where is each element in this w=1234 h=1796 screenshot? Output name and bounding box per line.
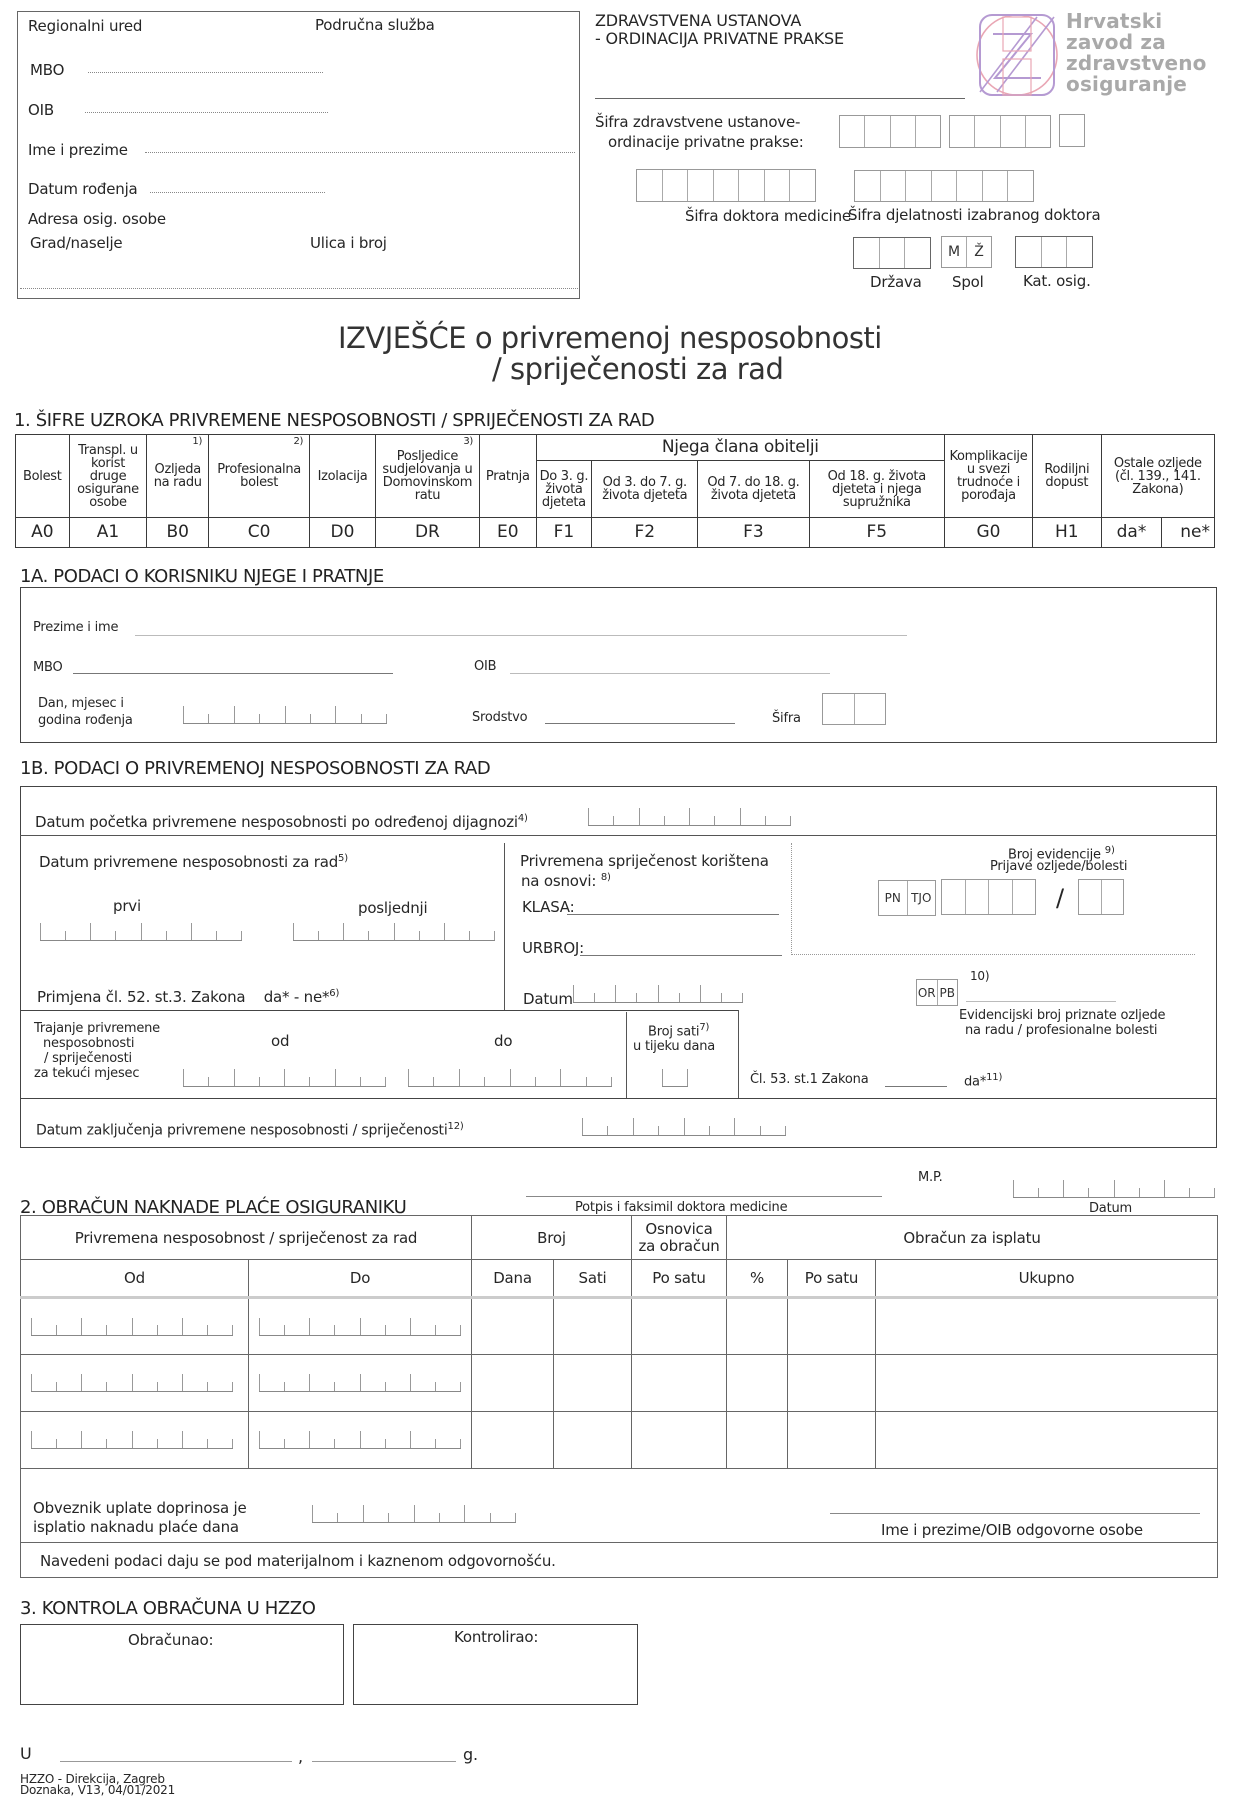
care-oib-field[interactable]	[510, 673, 830, 674]
row-2-do[interactable]	[249, 1355, 472, 1412]
col-profesionalna	[209, 435, 310, 518]
col-sati: Sati	[554, 1260, 632, 1298]
note-2: 2)	[293, 436, 304, 447]
col-bolest: Bolest	[16, 435, 70, 518]
used-basis-label-2	[521, 872, 611, 890]
row-2-po-satu[interactable]	[788, 1355, 876, 1412]
art53-field[interactable]	[885, 1086, 947, 1087]
date-field[interactable]	[312, 1761, 456, 1762]
row-2-sati[interactable]	[554, 1355, 632, 1412]
col-transpl: Transpl. u korist druge osigurane osobe	[69, 435, 147, 518]
end-date-label	[36, 1121, 464, 1139]
regional-office-label: Regionalni ured	[28, 17, 143, 35]
hzzo-logo	[975, 12, 1059, 98]
col-f2: Od 3. do 7. g. života djeteta	[592, 461, 698, 518]
record-number-cells-b[interactable]	[1078, 879, 1124, 915]
code-g0[interactable]: G0	[944, 518, 1032, 548]
institution-code-cell-c[interactable]	[1059, 114, 1085, 147]
care-mbo-field[interactable]	[73, 673, 393, 674]
note-11: 11)	[986, 1072, 1003, 1083]
care-birth-label-2: godina rođenja	[38, 713, 133, 728]
col-ukupno: Ukupno	[876, 1260, 1218, 1298]
code-f3[interactable]: F3	[698, 518, 809, 548]
last-label: posljednji	[358, 899, 428, 917]
tjo-option[interactable]: TJO	[907, 881, 936, 915]
code-other-no[interactable]: ne*	[1162, 518, 1215, 548]
start-date-row-divider	[20, 835, 1217, 836]
col-profesionalna-label: Profesionalna bolest	[217, 462, 301, 490]
section-2-heading: 2. OBRAČUN NAKNADE PLAĆE OSIGURANIKU	[20, 1197, 407, 1218]
form-title-line-1: IZVJEŠĆE o privremenoj nesposobnosti	[338, 321, 882, 355]
col-postotak: %	[727, 1260, 788, 1298]
paid-label-1: Obveznik uplate doprinosa je	[33, 1499, 247, 1517]
art53-label: Čl. 53. st.1 Zakona	[750, 1072, 869, 1087]
note-7: 7)	[699, 1022, 710, 1033]
duration-to-comb[interactable]	[408, 1069, 612, 1087]
row-2-ukupno[interactable]	[876, 1355, 1218, 1412]
calculated-by-label: Obračunao:	[128, 1631, 214, 1649]
address-label: Adresa osig. osobe	[28, 210, 166, 228]
col-dana: Dana	[472, 1260, 554, 1298]
form-title-line-2: / spriječenosti za rad	[492, 352, 784, 386]
row-1-dana[interactable]	[472, 1298, 554, 1355]
signature-date-label: Datum	[1089, 1201, 1132, 1216]
code-f5[interactable]: F5	[809, 518, 944, 548]
incap-date-label	[39, 853, 348, 871]
first-date-comb[interactable]	[40, 923, 242, 941]
activity-code-label: Šifra djelatnosti izabranog doktora	[848, 206, 1101, 224]
sex-label: Spol	[952, 273, 984, 291]
code-e0[interactable]: E0	[479, 518, 536, 548]
hours-text: Broj sati	[648, 1024, 700, 1040]
row-3-sati[interactable]	[554, 1412, 632, 1469]
section-1b-box	[20, 786, 1217, 1148]
klasa-label: KLASA:	[522, 898, 575, 916]
row-1-od[interactable]	[21, 1298, 249, 1355]
note-1: 1)	[192, 436, 203, 447]
col-od: Od	[21, 1260, 249, 1298]
row-1-po-satu[interactable]	[788, 1298, 876, 1355]
art52-choice[interactable]: da* - ne*	[263, 988, 330, 1006]
note-8: 8)	[600, 872, 611, 883]
care-relation-field[interactable]	[545, 723, 735, 724]
duration-from-label: od	[271, 1032, 290, 1050]
used-basis-text: na osnovi:	[521, 872, 597, 890]
cause-codes-table	[15, 434, 1215, 548]
city-label: Grad/naselje	[30, 234, 123, 252]
issuer-text: HZZO - Direkcija, Zagreb	[20, 1772, 165, 1786]
col-f1: Do 3. g. života djeteta	[536, 461, 592, 518]
address-field[interactable]	[20, 288, 578, 289]
col-f5: Od 18. g. života djeteta i njega supružnika	[809, 461, 944, 518]
institution-heading-1: ZDRAVSTVENA USTANOVA	[595, 11, 802, 30]
mbo-label: MBO	[30, 61, 65, 79]
col-rodiljni: Rodiljni dopust	[1032, 435, 1101, 518]
responsible-person-line[interactable]	[830, 1513, 1200, 1514]
code-h1[interactable]: H1	[1032, 518, 1101, 548]
code-b0[interactable]: B0	[147, 518, 209, 548]
branch-office-label: Područna služba	[315, 16, 435, 34]
paid-date-comb[interactable]	[312, 1505, 516, 1523]
code-a1[interactable]: A1	[69, 518, 147, 548]
or-pb-cells[interactable]	[916, 979, 958, 1006]
care-name-label: Prezime i ime	[33, 620, 119, 635]
record-number-cells-a[interactable]	[941, 879, 1036, 915]
country-cells[interactable]	[853, 237, 931, 269]
row-3-od[interactable]	[21, 1412, 249, 1469]
duration-to-label: do	[494, 1032, 513, 1050]
duration-label-4: za tekući mjesec	[34, 1066, 140, 1081]
row-1-osnovica[interactable]	[632, 1298, 727, 1355]
institution-heading-2: - ORDINACIJA PRIVATNE PRAKSE	[595, 29, 844, 48]
row-1-do[interactable]	[249, 1298, 472, 1355]
left-column-divider	[504, 843, 505, 1010]
hours-divider-left	[626, 1012, 627, 1098]
note-6: 6)	[329, 988, 340, 999]
care-code-cells[interactable]	[822, 693, 886, 725]
start-date-comb[interactable]	[588, 808, 791, 826]
activity-code-cells[interactable]	[854, 170, 1034, 202]
duration-label-3: / spriječenosti	[44, 1051, 132, 1066]
col-ostale-ozljede: Ostale ozljede (čl. 139., 141. Zakona)	[1101, 435, 1214, 518]
institution-code-label-2: ordinacije privatne prakse:	[608, 133, 804, 151]
row-3-osnovica[interactable]	[632, 1412, 727, 1469]
urbroj-field[interactable]	[580, 955, 782, 956]
klasa-field[interactable]	[567, 914, 779, 915]
urbroj-label: URBROJ:	[522, 939, 584, 957]
code-c0[interactable]: C0	[209, 518, 310, 548]
logo-text-3: zdravstveno	[1066, 51, 1207, 75]
name-field[interactable]	[145, 152, 575, 153]
row-3-dana[interactable]	[472, 1412, 554, 1469]
name-label: Ime i prezime	[28, 141, 128, 159]
col-group-family-care: Njega člana obitelji	[536, 435, 944, 461]
pn-tjo-cells[interactable]	[878, 880, 936, 916]
paid-label-2: isplatio naknadu plaće dana	[33, 1518, 239, 1536]
hours-comb[interactable]	[662, 1069, 688, 1087]
street-label: Ulica i broj	[310, 234, 387, 252]
doctor-code-label: Šifra doktora medicine	[685, 207, 851, 225]
institution-code-label-1: Šifra zdravstvene ustanove-	[595, 113, 801, 131]
note-12: 12)	[447, 1121, 464, 1132]
liability-notice: Navedeni podaci daju se pod materijalnom i kaznenom odgovornošću.	[40, 1552, 556, 1570]
duration-row-top	[20, 1010, 739, 1011]
col-osnovica-po-satu: Po satu	[632, 1260, 727, 1298]
row-2-od[interactable]	[21, 1355, 249, 1412]
hours-label-2: u tijeku dana	[633, 1039, 716, 1054]
care-mbo-label: MBO	[33, 660, 63, 675]
note-3: 3)	[463, 436, 473, 447]
art52-label	[37, 988, 339, 1006]
note-5: 5)	[338, 853, 348, 864]
code-d0[interactable]: D0	[310, 518, 376, 548]
basis-date-comb[interactable]	[573, 985, 743, 1003]
oib-field[interactable]	[85, 112, 328, 113]
col-domovinski-label: Posljedice sudjelovanja u Domovinskom ratu	[382, 449, 473, 503]
col-ozljeda-label: Ozljeda na radu	[153, 462, 202, 490]
record-number-text: Broj evidencije	[1008, 847, 1101, 863]
signature-date-comb[interactable]	[1013, 1180, 1215, 1198]
place-prefix: U	[20, 1744, 32, 1763]
birth-date-field[interactable]	[150, 192, 325, 193]
code-a0[interactable]: A0	[16, 518, 70, 548]
note-4: 4)	[517, 813, 528, 824]
code-f1[interactable]: F1	[536, 518, 592, 548]
col-f3: Od 7. do 18. g. života djeteta	[698, 461, 809, 518]
col-komplikacije: Komplikacije u svezi trudnoće i porođaja	[944, 435, 1032, 518]
row-3-po-satu[interactable]	[788, 1412, 876, 1469]
code-other-yes[interactable]: da*	[1101, 518, 1162, 548]
injury-record-field[interactable]	[966, 1001, 1116, 1002]
logo-text-4: osiguranje	[1066, 72, 1188, 96]
insurance-category-label: Kat. osig.	[1023, 272, 1091, 290]
record-number-slash: /	[1056, 884, 1064, 912]
row-2-dana[interactable]	[472, 1355, 554, 1412]
section-1-heading: 1. ŠIFRE UZROKA PRIVREMENE NESPOSOBNOSTI / SPRIJEČENOSTI ZA RAD	[14, 410, 655, 431]
art53-choice-text[interactable]: da*	[964, 1074, 987, 1090]
doctor-code-cells[interactable]	[636, 169, 816, 202]
section-1b-heading: 1B. PODACI O PRIVREMENOJ NESPOSOBNOSTI ZA RAD	[20, 758, 491, 779]
code-f2[interactable]: F2	[592, 518, 698, 548]
record-number-label-2: Prijave ozljede/bolesti	[990, 859, 1128, 874]
sex-cells[interactable]	[941, 236, 992, 268]
col-do: Do	[249, 1260, 472, 1298]
care-code-label: Šifra	[772, 711, 801, 726]
controlled-by-label: Kontrolirao:	[454, 1628, 539, 1646]
logo-text-2: zavod za	[1066, 30, 1166, 54]
first-label: prvi	[113, 897, 141, 915]
end-date-comb[interactable]	[582, 1118, 786, 1136]
logo-text-1: Hrvatski	[1066, 9, 1163, 33]
row-1-postotak[interactable]	[727, 1298, 788, 1355]
section-1a-heading: 1A. PODACI O KORISNIKU NJEGE I PRATNJE	[20, 566, 384, 587]
row-3-postotak[interactable]	[727, 1412, 788, 1469]
duration-from-comb[interactable]	[183, 1069, 386, 1087]
art53-choice[interactable]	[964, 1072, 1002, 1090]
group-base	[632, 1216, 727, 1260]
care-name-field[interactable]	[135, 635, 907, 636]
row-1-ukupno[interactable]	[876, 1298, 1218, 1355]
mp-label: M.P.	[918, 1170, 943, 1185]
col-ozljeda	[147, 435, 209, 518]
institution-name-line[interactable]	[595, 98, 965, 99]
table-row	[21, 1355, 1218, 1412]
note-10: 10)	[970, 969, 990, 983]
last-date-comb[interactable]	[293, 923, 495, 941]
end-date-row-top	[20, 1098, 1217, 1099]
care-oib-label: OIB	[474, 659, 497, 674]
place-field[interactable]	[60, 1761, 292, 1762]
injury-record-label-2: na radu / profesionalne bolesti	[965, 1023, 1158, 1038]
hzzo-logo-icon	[975, 12, 1059, 98]
row-2-postotak[interactable]	[727, 1355, 788, 1412]
injury-record-label-1: Evidencijski broj priznate ozljede	[959, 1008, 1166, 1023]
art52-text: Primjena čl. 52. st.3. Zakona	[37, 988, 246, 1006]
duration-label-1: Trajanje privremene	[34, 1021, 160, 1036]
oib-label: OIB	[28, 101, 54, 119]
country-label: Država	[870, 273, 922, 291]
col-isplata-po-satu: Po satu	[788, 1260, 876, 1298]
care-birth-label-1: Dan, mjesec i	[38, 696, 124, 711]
start-date-label	[35, 813, 528, 831]
pb-option[interactable]: PB	[937, 980, 958, 1005]
group-payout: Obračun za isplatu	[727, 1216, 1218, 1260]
row-3-ukupno[interactable]	[876, 1412, 1218, 1469]
end-date-text: Datum zaključenja privremene nesposobnosti / spriječenosti	[36, 1122, 448, 1139]
table-row	[21, 1412, 1218, 1469]
used-basis-label-1: Privremena spriječenost korištena	[520, 852, 769, 870]
mbo-field[interactable]	[88, 72, 323, 73]
version-text: Doznaka, V13, 04/01/2021	[20, 1783, 176, 1796]
hours-divider-right	[738, 1010, 739, 1098]
birth-date-label: Datum rođenja	[28, 180, 138, 198]
start-date-text: Datum početka privremene nesposobnosti po određenoj dijagnozi	[35, 813, 518, 831]
group-period: Privremena nesposobnost / spriječenost za rad	[21, 1216, 472, 1260]
table-row	[21, 1298, 1218, 1355]
care-relation-label: Srodstvo	[472, 710, 528, 725]
duration-label-2: nesposobnosti	[43, 1036, 135, 1051]
note-9: 9)	[1104, 845, 1115, 856]
group-base-line-1: Osnovica	[645, 1220, 713, 1238]
section-3-heading: 3. KONTROLA OBRAČUNA U HZZO	[20, 1598, 316, 1619]
place-comma: ,	[298, 1747, 303, 1766]
doctor-signature-label: Potpis i faksimil doktora medicine	[575, 1200, 788, 1215]
col-pratnja: Pratnja	[479, 435, 536, 518]
basis-date-label: Datum	[523, 990, 573, 1008]
or-option[interactable]: OR	[917, 985, 936, 1000]
row-1-sati[interactable]	[554, 1298, 632, 1355]
group-base-line-2: za obračun	[638, 1236, 720, 1255]
institution-code-cells-a[interactable]	[839, 115, 941, 148]
code-dr[interactable]: DR	[375, 518, 479, 548]
hours-label-1	[648, 1022, 709, 1040]
row-2-osnovica[interactable]	[632, 1355, 727, 1412]
col-izolacija: Izolacija	[310, 435, 376, 518]
col-domovinski	[375, 435, 479, 518]
responsible-person-label: Ime i prezime/OIB odgovorne osobe	[881, 1521, 1143, 1539]
row-3-do[interactable]	[249, 1412, 472, 1469]
sex-m-option[interactable]: M	[947, 244, 961, 260]
incap-date-text: Datum privremene nesposobnosti za rad	[39, 853, 339, 871]
insurance-category-cells[interactable]	[1015, 236, 1093, 268]
doctor-signature-line[interactable]	[526, 1196, 882, 1197]
pn-option[interactable]: PN	[884, 891, 901, 905]
care-birth-date-comb[interactable]	[183, 706, 387, 724]
year-suffix: g.	[463, 1745, 478, 1764]
institution-code-cells-b[interactable]	[949, 115, 1051, 148]
sex-f-option[interactable]: Ž	[966, 237, 991, 267]
group-count: Broj	[472, 1216, 632, 1260]
